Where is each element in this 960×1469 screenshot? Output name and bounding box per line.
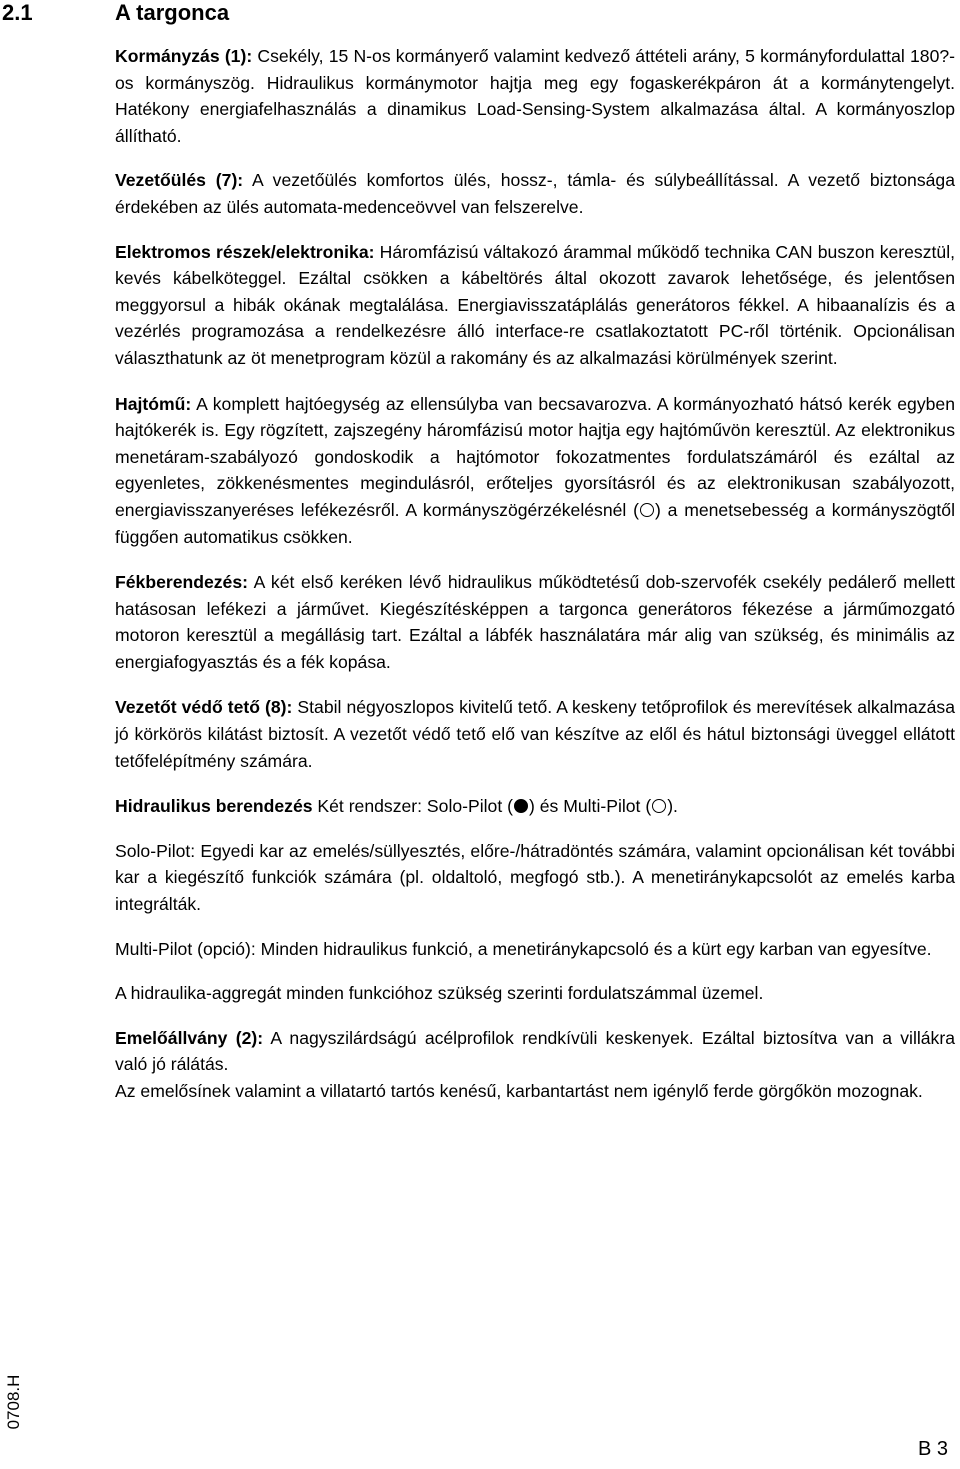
optional-circle-icon <box>640 503 654 517</box>
paragraph-hydraulics <box>115 793 955 820</box>
text-hydraulics-a: Két rendszer: Solo-Pilot ( <box>312 796 513 817</box>
text-brakes: A két első keréken lévő hidraulikus működtetésű dob-szervofék csekély pedálerő mellett hatásosan lefékezi a járművet. Kiegészítésképpen a targonca generátoros fékezése a járműmozgató motoron keresztül a megállásig tart. Ezáltal a lábfék használatára már alig van szükség, és minimális az energiafogyasztás és a fék kopása. <box>115 572 955 672</box>
text-drive-b: ) a menetsebesség a kormányszögtől függően automatikus csökken. <box>115 499 955 547</box>
paragraph-electrics <box>115 239 955 372</box>
paragraph-brakes <box>115 569 955 675</box>
section-title: A targonca <box>115 0 230 25</box>
section-number: 2.1 <box>2 0 33 25</box>
term-hydraulics: Hidraulikus berendezés <box>115 796 313 817</box>
text-drive-a: A komplett hajtóegység az ellensúlyba van becsavarozva. A kormányozható hátsó kerék egyben hajtókerék is. Egy rögzített, zajszegény háromfázisú motor hajtja egy hajtóművön keresztül. Az elektronikus menetáram-szabályozó gondoskodik a hajtómotor fokozatmentes fordulatszámáról és ezáltal az egyenletes, zökkenésmentes megindulásról, erőteljes gyorsításról és az elektronikusan szabályozott, energiavisszanyeréses lefékezésről. A kormányszögérzékelésnél ( <box>115 393 955 520</box>
term-steering: Kormányzás (1): <box>115 46 253 66</box>
text-hydraulics-b: ) és Multi-Pilot ( <box>528 796 652 817</box>
text-seat: A vezetőülés komfortos ülés, hossz-, támla- és súlybeállítással. A vezető biztonsága érdekében az ülés automata-medenceövvel van felszerelve. <box>115 170 955 217</box>
text-roof: Stabil négyoszlopos kivitelű tető. A keskeny tetőprofilok és merevítések alkalmazása jó körkörös kilátást biztosít. A vezetőt védő tető elő van készítve az elől és hátul biztonsági üveggel ellátott tetőfelépítmény számára. <box>115 697 955 771</box>
paragraph-roof <box>115 694 955 774</box>
paragraph-multi-pilot <box>115 936 955 963</box>
text-mast: A nagyszilárdságú acélprofilok rendkívüli keskenyek. Ezáltal biztosítva van a villákra való jó rálátás. <box>115 1027 955 1075</box>
section-heading <box>0 0 229 26</box>
paragraph-drive <box>115 391 955 551</box>
term-roof: Vezetőt védő tető (8): <box>115 697 293 718</box>
standard-filled-circle-icon <box>514 799 528 813</box>
paragraph-solo-pilot <box>115 838 955 918</box>
term-seat: Vezetőülés (7): <box>115 170 244 191</box>
document-code <box>1 1365 27 1439</box>
term-brakes: Fékberendezés: <box>115 572 248 593</box>
paragraph-aggregate <box>115 980 955 1007</box>
term-drive: Hajtómű: <box>115 393 192 414</box>
text-multi-pilot: Multi-Pilot (opció): Minden hidraulikus funkció, a menetiránykapcsoló és a kürt egy karban van egyesítve. <box>115 938 932 959</box>
page-number: B 3 <box>917 1438 948 1460</box>
text-mast-rails: Az emelősínek valamint a villatartó tartós kenésű, karbantartást nem igénylő ferde görgőkön mozognak. <box>115 1081 923 1101</box>
term-mast: Emelőállvány (2): <box>115 1027 264 1048</box>
document-body <box>115 43 955 1105</box>
text-aggregate: A hidraulika-aggregát minden funkcióhoz szükség szerinti fordulatszámmal üzemel. <box>115 983 764 1004</box>
paragraph-seat <box>115 167 955 220</box>
term-electrics: Elektromos részek/elektronika: <box>115 241 375 262</box>
paragraph-mast-rails <box>115 1078 955 1105</box>
optional-circle-icon <box>652 799 666 813</box>
paragraph-mast <box>115 1025 955 1078</box>
text-steering: Csekély, 15 N-os kormányerő valamint kedvező áttételi arány, 5 kormányfordulattal 180?-os kormányszög. Hidraulikus kormánymotor hajtja meg egy fogaskerékpáron át a kormánytengelyt. Hatékony energiafelhasználás a dinamikus Load-Sensing-System alkalmazása által. A kormányoszlop állítható. <box>115 46 955 146</box>
document-code-text: 0708.H <box>4 1374 23 1430</box>
text-hydraulics-c: ). <box>667 796 678 817</box>
text-electrics: Háromfázisú váltakozó árammal működő technika CAN buszon keresztül, kevés kábelköteggel. Ezáltal csökken a kábeltörés által okozott zavarok lehetősége, és jelentősen meggyorsul a hibák okának megtalálása. Energiavisszatáplálás generátoros fékkel. A hibaanalízis és a vezérlés programozása a rendelkezésre álló interface-re csatlakoztatott PC-ről történik. Opcionálisan választhatunk az öt menetprogram közül a rakomány és az alkalmazási körülmények szerint. <box>115 241 955 368</box>
paragraph-steering <box>115 43 955 149</box>
text-solo-pilot: Solo-Pilot: Egyedi kar az emelés/süllyesztés, előre-/hátradöntés számára, valamint opcionálisan két további kar a kiegészítő funkciók számára (pl. oldaltoló, megfogó stb.). A menetiránykapcsolót az emelés karba integrálták. <box>115 840 955 915</box>
